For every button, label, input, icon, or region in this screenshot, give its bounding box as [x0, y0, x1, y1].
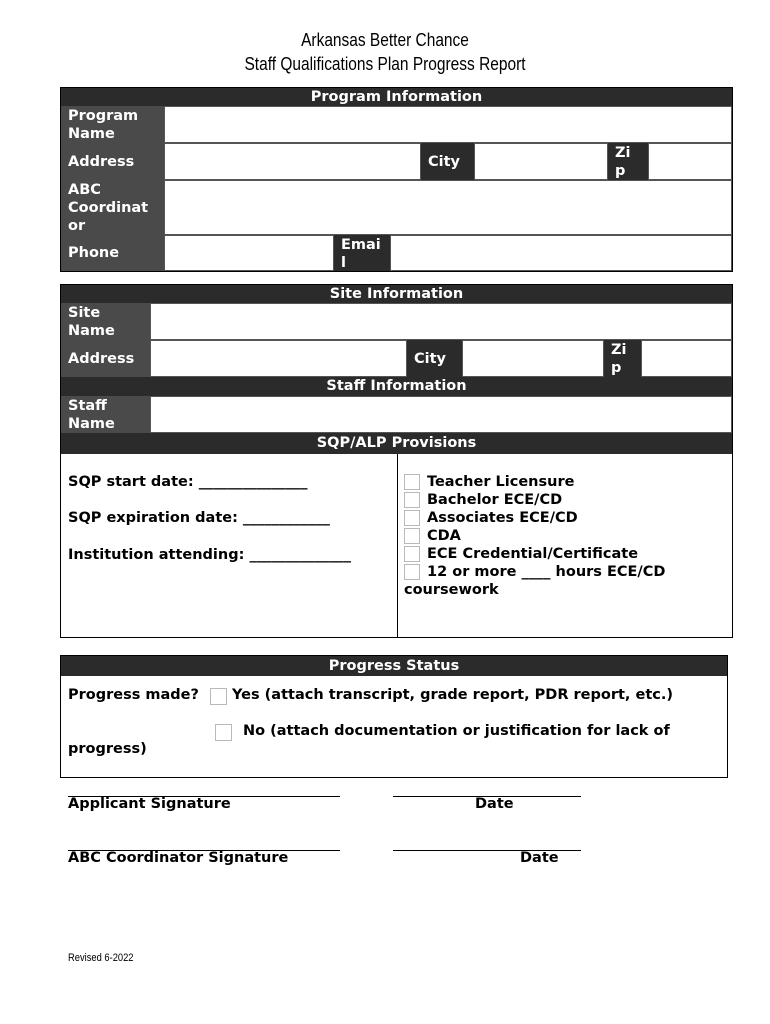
sqp-start-date[interactable]: SQP start date: _______________ [68, 474, 308, 490]
checkbox-associates[interactable] [404, 510, 420, 526]
checkbox-progress-no[interactable] [215, 724, 232, 741]
progress-yes-text: Yes (attach transcript, grade report, PDR report, etc.) [232, 687, 673, 703]
checkbox-progress-yes[interactable] [210, 688, 227, 705]
program-info-heading: Program Information [61, 88, 732, 106]
provisions-heading: SQP/ALP Provisions [61, 433, 732, 454]
site-zip-field[interactable] [641, 340, 732, 377]
email-label: Emai l [334, 235, 390, 271]
program-zip-field[interactable] [648, 143, 732, 180]
abc-coordinator-field[interactable] [164, 180, 732, 235]
applicant-date-label: Date [475, 796, 514, 812]
site-city-label: City [407, 340, 462, 377]
sqp-expiration-date[interactable]: SQP expiration date: ____________ [68, 510, 330, 526]
option-ece-credential: ECE Credential/Certificate [427, 546, 639, 562]
staff-info-heading: Staff Information [61, 377, 732, 396]
site-address-label: Address [61, 340, 150, 377]
staff-name-field[interactable] [150, 396, 732, 433]
checkbox-bachelor[interactable] [404, 492, 420, 508]
phone-label: Phone [61, 235, 164, 271]
option-coursework-wrap: coursework [404, 582, 499, 598]
progress-no-text: No (attach documentation or justification for lack of [243, 723, 670, 739]
checkbox-teacher-licensure[interactable] [404, 474, 420, 490]
provisions-bottom-rule [68, 637, 702, 638]
coordinator-signature-label: ABC Coordinator Signature [68, 850, 289, 866]
progress-no-wrap: progress) [68, 741, 147, 757]
abc-coordinator-label: ABC Coordinat or [61, 180, 164, 235]
checkbox-coursework-hours[interactable] [404, 564, 420, 580]
applicant-signature-label: Applicant Signature [68, 796, 231, 812]
progress-status-heading: Progress Status [61, 656, 727, 676]
program-city-field[interactable] [474, 143, 608, 180]
option-coursework-hours: 12 or more ____ hours ECE/CD [427, 564, 666, 580]
email-field[interactable] [390, 235, 732, 271]
site-name-field[interactable] [150, 303, 732, 340]
option-associates: Associates ECE/CD [427, 510, 578, 526]
coordinator-date-label: Date [520, 850, 559, 866]
provisions-divider [397, 454, 398, 637]
site-info-heading: Site Information [61, 285, 732, 303]
site-address-field[interactable] [150, 340, 407, 377]
checkbox-cda[interactable] [404, 528, 420, 544]
checkbox-ece-credential[interactable] [404, 546, 420, 562]
progress-made-label: Progress made? [68, 687, 199, 703]
option-bachelor: Bachelor ECE/CD [427, 492, 563, 508]
site-name-label: Site Name [61, 303, 150, 340]
option-cda: CDA [427, 528, 461, 544]
form-title: Arkansas Better Chance [301, 30, 469, 50]
program-address-label: Address [61, 143, 164, 180]
program-zip-label: Zi p [608, 143, 648, 180]
program-city-label: City [421, 143, 474, 180]
site-zip-label: Zi p [604, 340, 641, 377]
site-city-field[interactable] [462, 340, 604, 377]
program-name-label: Program Name [61, 106, 164, 143]
form-subtitle: Staff Qualifications Plan Progress Report [244, 54, 526, 74]
program-address-field[interactable] [164, 143, 421, 180]
revision-note: Revised 6-2022 [68, 952, 134, 964]
staff-name-label: Staff Name [61, 396, 150, 433]
program-name-field[interactable] [164, 106, 732, 143]
institution-attending[interactable]: Institution attending: ______________ [68, 547, 351, 563]
phone-field[interactable] [164, 235, 334, 271]
option-teacher-licensure: Teacher Licensure [427, 474, 575, 490]
